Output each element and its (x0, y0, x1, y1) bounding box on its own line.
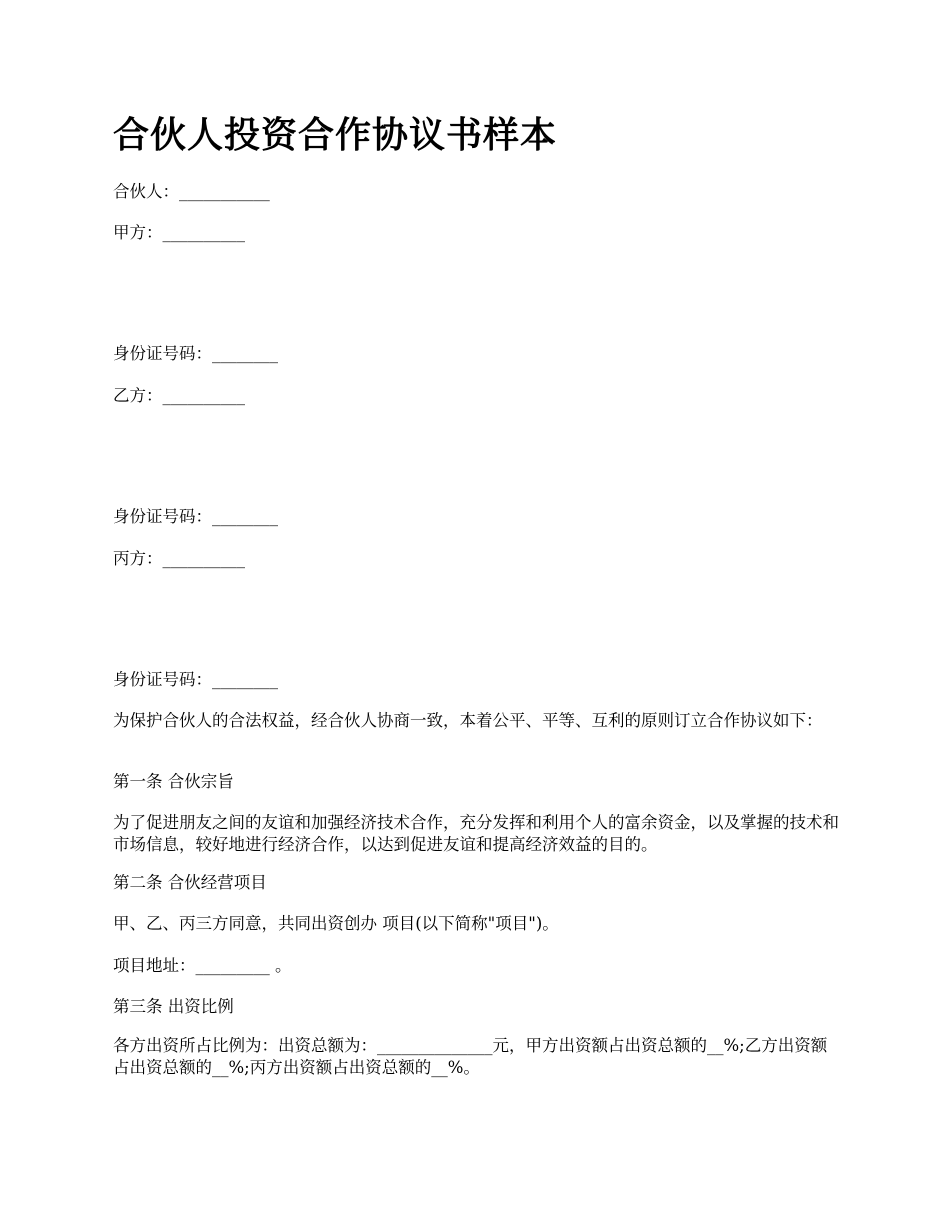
partner-line: 合伙人：___________ (113, 182, 270, 201)
document-title: 合伙人投资合作协议书样本 (113, 115, 558, 156)
party-c-id-line: 身份证号码：________ (113, 670, 278, 689)
party-a-line: 甲方：__________ (113, 223, 245, 242)
preamble-paragraph: 为保护合伙人的合法权益，经合伙人协商一致，本着公平、平等、互利的原则订立合作协议如下： (113, 711, 823, 730)
article-2-body: 甲、乙、丙三方同意，共同出资创办 项目(以下简称"项目")。 (113, 914, 559, 933)
party-b-line: 乙方：__________ (113, 386, 245, 405)
article-1-heading: 第一条 合伙宗旨 (113, 772, 234, 791)
article-1-body: 为了促进朋友之间的友谊和加强经济技术合作，充分发挥和利用个人的富余资金，以及掌握的技术和市场信息，较好地进行经济合作，以达到促进友谊和提高经济效益的目的。 (113, 813, 839, 854)
party-c-line: 丙方：__________ (113, 549, 245, 568)
party-b-id-line: 身份证号码：________ (113, 507, 278, 526)
article-2-heading: 第二条 合伙经营项目 (113, 873, 267, 892)
article-3-body: 各方出资所占比例为：出资总额为：______________元，甲方出资额占出资总额的__%;乙方出资额占出资总额的__%;丙方出资额占出资总额的__%。 (113, 1036, 828, 1077)
project-address-line: 项目地址：_________ 。 (113, 956, 292, 975)
article-3-heading: 第三条 出资比例 (113, 997, 234, 1016)
party-a-id-line: 身份证号码：________ (113, 344, 278, 363)
